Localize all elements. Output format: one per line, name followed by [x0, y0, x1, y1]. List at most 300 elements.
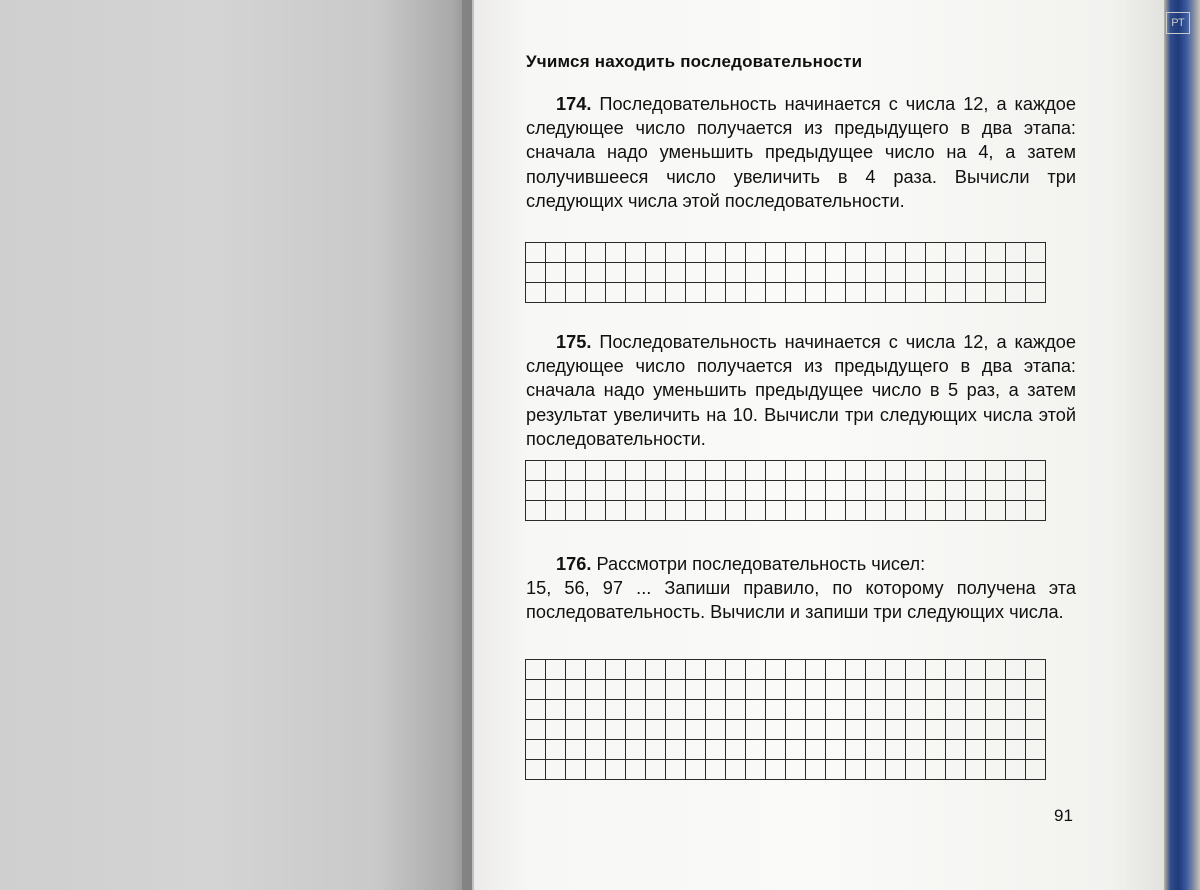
- grid-cell[interactable]: [986, 481, 1006, 501]
- grid-cell[interactable]: [766, 263, 786, 283]
- grid-cell[interactable]: [706, 700, 726, 720]
- grid-cell[interactable]: [766, 501, 786, 521]
- grid-cell[interactable]: [706, 740, 726, 760]
- grid-cell[interactable]: [866, 700, 886, 720]
- grid-cell[interactable]: [826, 481, 846, 501]
- grid-cell[interactable]: [706, 680, 726, 700]
- grid-cell[interactable]: [566, 720, 586, 740]
- grid-cell[interactable]: [886, 501, 906, 521]
- grid-cell[interactable]: [926, 263, 946, 283]
- grid-cell[interactable]: [906, 263, 926, 283]
- grid-cell[interactable]: [926, 720, 946, 740]
- grid-cell[interactable]: [546, 243, 566, 263]
- grid-cell[interactable]: [566, 263, 586, 283]
- grid-cell[interactable]: [646, 720, 666, 740]
- answer-grid-174[interactable]: [525, 242, 1046, 303]
- grid-cell[interactable]: [706, 461, 726, 481]
- grid-cell[interactable]: [726, 481, 746, 501]
- grid-cell[interactable]: [646, 243, 666, 263]
- grid-cell[interactable]: [1006, 660, 1026, 680]
- grid-cell[interactable]: [826, 700, 846, 720]
- grid-cell[interactable]: [646, 660, 666, 680]
- grid-cell[interactable]: [566, 680, 586, 700]
- grid-cell[interactable]: [826, 501, 846, 521]
- grid-cell[interactable]: [706, 660, 726, 680]
- grid-cell[interactable]: [966, 501, 986, 521]
- grid-cell[interactable]: [626, 501, 646, 521]
- grid-cell[interactable]: [786, 760, 806, 780]
- grid-cell[interactable]: [746, 461, 766, 481]
- grid-cell[interactable]: [606, 283, 626, 303]
- grid-cell[interactable]: [766, 660, 786, 680]
- grid-cell[interactable]: [766, 481, 786, 501]
- grid-cell[interactable]: [1006, 461, 1026, 481]
- grid-cell[interactable]: [806, 720, 826, 740]
- grid-cell[interactable]: [826, 243, 846, 263]
- grid-cell[interactable]: [986, 720, 1006, 740]
- grid-cell[interactable]: [566, 660, 586, 680]
- grid-cell[interactable]: [966, 720, 986, 740]
- grid-cell[interactable]: [866, 243, 886, 263]
- grid-cell[interactable]: [706, 263, 726, 283]
- grid-cell[interactable]: [866, 481, 886, 501]
- grid-cell[interactable]: [886, 680, 906, 700]
- grid-cell[interactable]: [626, 680, 646, 700]
- answer-grid-175[interactable]: [525, 460, 1046, 521]
- grid-cell[interactable]: [786, 680, 806, 700]
- grid-cell[interactable]: [946, 700, 966, 720]
- grid-cell[interactable]: [1026, 283, 1046, 303]
- grid-cell[interactable]: [546, 740, 566, 760]
- grid-cell[interactable]: [966, 283, 986, 303]
- grid-cell[interactable]: [886, 700, 906, 720]
- grid-cell[interactable]: [766, 700, 786, 720]
- grid-cell[interactable]: [646, 283, 666, 303]
- grid-cell[interactable]: [846, 700, 866, 720]
- grid-cell[interactable]: [786, 263, 806, 283]
- grid-cell[interactable]: [986, 501, 1006, 521]
- grid-cell[interactable]: [906, 660, 926, 680]
- grid-cell[interactable]: [706, 243, 726, 263]
- grid-cell[interactable]: [1006, 283, 1026, 303]
- grid-cell[interactable]: [746, 740, 766, 760]
- grid-cell[interactable]: [606, 481, 626, 501]
- grid-cell[interactable]: [946, 263, 966, 283]
- grid-cell[interactable]: [586, 481, 606, 501]
- grid-cell[interactable]: [806, 760, 826, 780]
- grid-cell[interactable]: [606, 680, 626, 700]
- grid-cell[interactable]: [946, 481, 966, 501]
- grid-cell[interactable]: [726, 760, 746, 780]
- grid-cell[interactable]: [966, 263, 986, 283]
- grid-cell[interactable]: [686, 481, 706, 501]
- grid-cell[interactable]: [946, 501, 966, 521]
- grid-cell[interactable]: [1026, 720, 1046, 740]
- grid-cell[interactable]: [686, 243, 706, 263]
- grid-cell[interactable]: [726, 740, 746, 760]
- grid-cell[interactable]: [1006, 680, 1026, 700]
- grid-cell[interactable]: [646, 740, 666, 760]
- grid-cell[interactable]: [826, 461, 846, 481]
- grid-cell[interactable]: [586, 700, 606, 720]
- grid-cell[interactable]: [686, 740, 706, 760]
- grid-cell[interactable]: [846, 283, 866, 303]
- grid-cell[interactable]: [726, 461, 746, 481]
- grid-cell[interactable]: [846, 263, 866, 283]
- grid-cell[interactable]: [926, 700, 946, 720]
- grid-cell[interactable]: [886, 760, 906, 780]
- grid-cell[interactable]: [946, 740, 966, 760]
- grid-cell[interactable]: [786, 461, 806, 481]
- grid-cell[interactable]: [526, 680, 546, 700]
- grid-cell[interactable]: [986, 660, 1006, 680]
- grid-cell[interactable]: [926, 283, 946, 303]
- grid-cell[interactable]: [746, 720, 766, 740]
- grid-cell[interactable]: [926, 740, 946, 760]
- grid-cell[interactable]: [926, 243, 946, 263]
- grid-cell[interactable]: [666, 700, 686, 720]
- grid-cell[interactable]: [666, 243, 686, 263]
- grid-cell[interactable]: [746, 501, 766, 521]
- grid-cell[interactable]: [566, 243, 586, 263]
- grid-cell[interactable]: [726, 660, 746, 680]
- grid-cell[interactable]: [986, 760, 1006, 780]
- grid-cell[interactable]: [846, 461, 866, 481]
- grid-cell[interactable]: [766, 283, 786, 303]
- grid-cell[interactable]: [746, 283, 766, 303]
- grid-cell[interactable]: [526, 283, 546, 303]
- grid-cell[interactable]: [866, 740, 886, 760]
- grid-cell[interactable]: [546, 720, 566, 740]
- grid-cell[interactable]: [966, 700, 986, 720]
- grid-cell[interactable]: [866, 263, 886, 283]
- grid-cell[interactable]: [546, 680, 566, 700]
- grid-cell[interactable]: [946, 680, 966, 700]
- grid-cell[interactable]: [746, 700, 766, 720]
- grid-cell[interactable]: [786, 660, 806, 680]
- grid-cell[interactable]: [1026, 760, 1046, 780]
- grid-cell[interactable]: [986, 461, 1006, 481]
- grid-cell[interactable]: [986, 283, 1006, 303]
- grid-cell[interactable]: [986, 700, 1006, 720]
- grid-cell[interactable]: [806, 501, 826, 521]
- grid-cell[interactable]: [786, 501, 806, 521]
- grid-cell[interactable]: [846, 481, 866, 501]
- grid-cell[interactable]: [886, 660, 906, 680]
- grid-cell[interactable]: [666, 263, 686, 283]
- grid-cell[interactable]: [546, 481, 566, 501]
- grid-cell[interactable]: [986, 243, 1006, 263]
- grid-cell[interactable]: [626, 700, 646, 720]
- grid-cell[interactable]: [906, 680, 926, 700]
- grid-cell[interactable]: [526, 243, 546, 263]
- grid-cell[interactable]: [926, 760, 946, 780]
- grid-cell[interactable]: [666, 740, 686, 760]
- grid-cell[interactable]: [746, 263, 766, 283]
- grid-cell[interactable]: [946, 660, 966, 680]
- grid-cell[interactable]: [666, 760, 686, 780]
- grid-cell[interactable]: [866, 461, 886, 481]
- grid-cell[interactable]: [906, 720, 926, 740]
- grid-cell[interactable]: [806, 461, 826, 481]
- grid-cell[interactable]: [1006, 760, 1026, 780]
- grid-cell[interactable]: [646, 760, 666, 780]
- grid-cell[interactable]: [646, 700, 666, 720]
- grid-cell[interactable]: [866, 760, 886, 780]
- grid-cell[interactable]: [646, 680, 666, 700]
- grid-cell[interactable]: [806, 660, 826, 680]
- grid-cell[interactable]: [786, 283, 806, 303]
- grid-cell[interactable]: [706, 720, 726, 740]
- grid-cell[interactable]: [626, 283, 646, 303]
- grid-cell[interactable]: [566, 760, 586, 780]
- grid-cell[interactable]: [666, 461, 686, 481]
- grid-cell[interactable]: [846, 680, 866, 700]
- grid-cell[interactable]: [706, 283, 726, 303]
- grid-cell[interactable]: [546, 501, 566, 521]
- grid-cell[interactable]: [546, 461, 566, 481]
- grid-cell[interactable]: [946, 243, 966, 263]
- grid-cell[interactable]: [886, 461, 906, 481]
- grid-cell[interactable]: [1026, 740, 1046, 760]
- grid-cell[interactable]: [526, 740, 546, 760]
- grid-cell[interactable]: [886, 243, 906, 263]
- grid-cell[interactable]: [1026, 263, 1046, 283]
- grid-cell[interactable]: [546, 700, 566, 720]
- grid-cell[interactable]: [666, 283, 686, 303]
- grid-cell[interactable]: [666, 501, 686, 521]
- grid-cell[interactable]: [766, 740, 786, 760]
- grid-cell[interactable]: [886, 720, 906, 740]
- grid-cell[interactable]: [586, 660, 606, 680]
- grid-cell[interactable]: [546, 760, 566, 780]
- grid-cell[interactable]: [626, 740, 646, 760]
- grid-cell[interactable]: [566, 700, 586, 720]
- grid-cell[interactable]: [866, 720, 886, 740]
- grid-cell[interactable]: [806, 700, 826, 720]
- grid-cell[interactable]: [566, 501, 586, 521]
- grid-cell[interactable]: [886, 283, 906, 303]
- grid-cell[interactable]: [966, 481, 986, 501]
- grid-cell[interactable]: [686, 760, 706, 780]
- grid-cell[interactable]: [826, 263, 846, 283]
- grid-cell[interactable]: [1026, 700, 1046, 720]
- grid-cell[interactable]: [526, 461, 546, 481]
- grid-cell[interactable]: [686, 660, 706, 680]
- grid-cell[interactable]: [906, 481, 926, 501]
- grid-cell[interactable]: [666, 481, 686, 501]
- grid-cell[interactable]: [666, 720, 686, 740]
- grid-cell[interactable]: [1026, 461, 1046, 481]
- grid-cell[interactable]: [586, 283, 606, 303]
- grid-cell[interactable]: [686, 680, 706, 700]
- grid-cell[interactable]: [866, 501, 886, 521]
- grid-cell[interactable]: [766, 720, 786, 740]
- answer-grid-176[interactable]: [525, 659, 1046, 780]
- grid-cell[interactable]: [626, 481, 646, 501]
- grid-cell[interactable]: [606, 501, 626, 521]
- grid-cell[interactable]: [706, 501, 726, 521]
- grid-cell[interactable]: [806, 740, 826, 760]
- grid-cell[interactable]: [546, 660, 566, 680]
- grid-cell[interactable]: [746, 660, 766, 680]
- grid-cell[interactable]: [786, 740, 806, 760]
- grid-cell[interactable]: [526, 700, 546, 720]
- grid-cell[interactable]: [1026, 501, 1046, 521]
- grid-cell[interactable]: [606, 760, 626, 780]
- grid-cell[interactable]: [586, 720, 606, 740]
- grid-cell[interactable]: [1006, 481, 1026, 501]
- grid-cell[interactable]: [906, 740, 926, 760]
- grid-cell[interactable]: [546, 263, 566, 283]
- grid-cell[interactable]: [566, 481, 586, 501]
- grid-cell[interactable]: [686, 461, 706, 481]
- grid-cell[interactable]: [906, 760, 926, 780]
- grid-cell[interactable]: [606, 263, 626, 283]
- grid-cell[interactable]: [1006, 243, 1026, 263]
- grid-cell[interactable]: [606, 720, 626, 740]
- grid-cell[interactable]: [966, 461, 986, 481]
- grid-cell[interactable]: [526, 720, 546, 740]
- grid-cell[interactable]: [1026, 481, 1046, 501]
- grid-cell[interactable]: [726, 283, 746, 303]
- grid-cell[interactable]: [786, 700, 806, 720]
- grid-cell[interactable]: [606, 740, 626, 760]
- grid-cell[interactable]: [706, 760, 726, 780]
- grid-cell[interactable]: [666, 680, 686, 700]
- grid-cell[interactable]: [926, 481, 946, 501]
- grid-cell[interactable]: [786, 243, 806, 263]
- grid-cell[interactable]: [826, 660, 846, 680]
- grid-cell[interactable]: [726, 501, 746, 521]
- grid-cell[interactable]: [906, 501, 926, 521]
- grid-cell[interactable]: [806, 263, 826, 283]
- grid-cell[interactable]: [986, 680, 1006, 700]
- grid-cell[interactable]: [1026, 660, 1046, 680]
- grid-cell[interactable]: [926, 660, 946, 680]
- grid-cell[interactable]: [546, 283, 566, 303]
- grid-cell[interactable]: [586, 501, 606, 521]
- grid-cell[interactable]: [526, 760, 546, 780]
- grid-cell[interactable]: [686, 263, 706, 283]
- grid-cell[interactable]: [966, 243, 986, 263]
- grid-cell[interactable]: [966, 760, 986, 780]
- grid-cell[interactable]: [686, 720, 706, 740]
- grid-cell[interactable]: [846, 740, 866, 760]
- grid-cell[interactable]: [626, 760, 646, 780]
- grid-cell[interactable]: [826, 680, 846, 700]
- grid-cell[interactable]: [1006, 720, 1026, 740]
- grid-cell[interactable]: [806, 283, 826, 303]
- grid-cell[interactable]: [646, 501, 666, 521]
- grid-cell[interactable]: [826, 720, 846, 740]
- grid-cell[interactable]: [966, 660, 986, 680]
- grid-cell[interactable]: [626, 720, 646, 740]
- grid-cell[interactable]: [606, 243, 626, 263]
- grid-cell[interactable]: [646, 461, 666, 481]
- grid-cell[interactable]: [566, 283, 586, 303]
- grid-cell[interactable]: [686, 700, 706, 720]
- grid-cell[interactable]: [966, 680, 986, 700]
- grid-cell[interactable]: [886, 481, 906, 501]
- grid-cell[interactable]: [766, 680, 786, 700]
- grid-cell[interactable]: [906, 700, 926, 720]
- grid-cell[interactable]: [566, 740, 586, 760]
- grid-cell[interactable]: [766, 461, 786, 481]
- grid-cell[interactable]: [906, 461, 926, 481]
- grid-cell[interactable]: [946, 283, 966, 303]
- grid-cell[interactable]: [946, 720, 966, 740]
- grid-cell[interactable]: [646, 263, 666, 283]
- grid-cell[interactable]: [526, 660, 546, 680]
- grid-cell[interactable]: [886, 740, 906, 760]
- grid-cell[interactable]: [786, 720, 806, 740]
- grid-cell[interactable]: [846, 501, 866, 521]
- grid-cell[interactable]: [686, 283, 706, 303]
- grid-cell[interactable]: [586, 461, 606, 481]
- grid-cell[interactable]: [1006, 501, 1026, 521]
- grid-cell[interactable]: [606, 461, 626, 481]
- grid-cell[interactable]: [846, 243, 866, 263]
- grid-cell[interactable]: [966, 740, 986, 760]
- grid-cell[interactable]: [646, 481, 666, 501]
- grid-cell[interactable]: [526, 481, 546, 501]
- grid-cell[interactable]: [626, 461, 646, 481]
- grid-cell[interactable]: [806, 243, 826, 263]
- grid-cell[interactable]: [586, 760, 606, 780]
- grid-cell[interactable]: [1006, 700, 1026, 720]
- grid-cell[interactable]: [706, 481, 726, 501]
- grid-cell[interactable]: [806, 680, 826, 700]
- grid-cell[interactable]: [906, 243, 926, 263]
- grid-cell[interactable]: [686, 501, 706, 521]
- grid-cell[interactable]: [746, 680, 766, 700]
- grid-cell[interactable]: [626, 660, 646, 680]
- grid-cell[interactable]: [566, 461, 586, 481]
- grid-cell[interactable]: [846, 660, 866, 680]
- grid-cell[interactable]: [986, 740, 1006, 760]
- grid-cell[interactable]: [786, 481, 806, 501]
- grid-cell[interactable]: [886, 263, 906, 283]
- grid-cell[interactable]: [606, 660, 626, 680]
- grid-cell[interactable]: [746, 243, 766, 263]
- grid-cell[interactable]: [606, 700, 626, 720]
- grid-cell[interactable]: [1026, 680, 1046, 700]
- grid-cell[interactable]: [626, 263, 646, 283]
- grid-cell[interactable]: [946, 461, 966, 481]
- grid-cell[interactable]: [586, 680, 606, 700]
- grid-cell[interactable]: [726, 680, 746, 700]
- grid-cell[interactable]: [926, 461, 946, 481]
- grid-cell[interactable]: [866, 660, 886, 680]
- grid-cell[interactable]: [1006, 263, 1026, 283]
- grid-cell[interactable]: [666, 660, 686, 680]
- grid-cell[interactable]: [926, 680, 946, 700]
- grid-cell[interactable]: [1026, 243, 1046, 263]
- grid-cell[interactable]: [826, 283, 846, 303]
- grid-cell[interactable]: [1006, 740, 1026, 760]
- grid-cell[interactable]: [726, 700, 746, 720]
- grid-cell[interactable]: [726, 243, 746, 263]
- grid-cell[interactable]: [846, 720, 866, 740]
- grid-cell[interactable]: [806, 481, 826, 501]
- grid-cell[interactable]: [866, 283, 886, 303]
- grid-cell[interactable]: [526, 263, 546, 283]
- grid-cell[interactable]: [766, 243, 786, 263]
- grid-cell[interactable]: [586, 263, 606, 283]
- grid-cell[interactable]: [746, 760, 766, 780]
- grid-cell[interactable]: [746, 481, 766, 501]
